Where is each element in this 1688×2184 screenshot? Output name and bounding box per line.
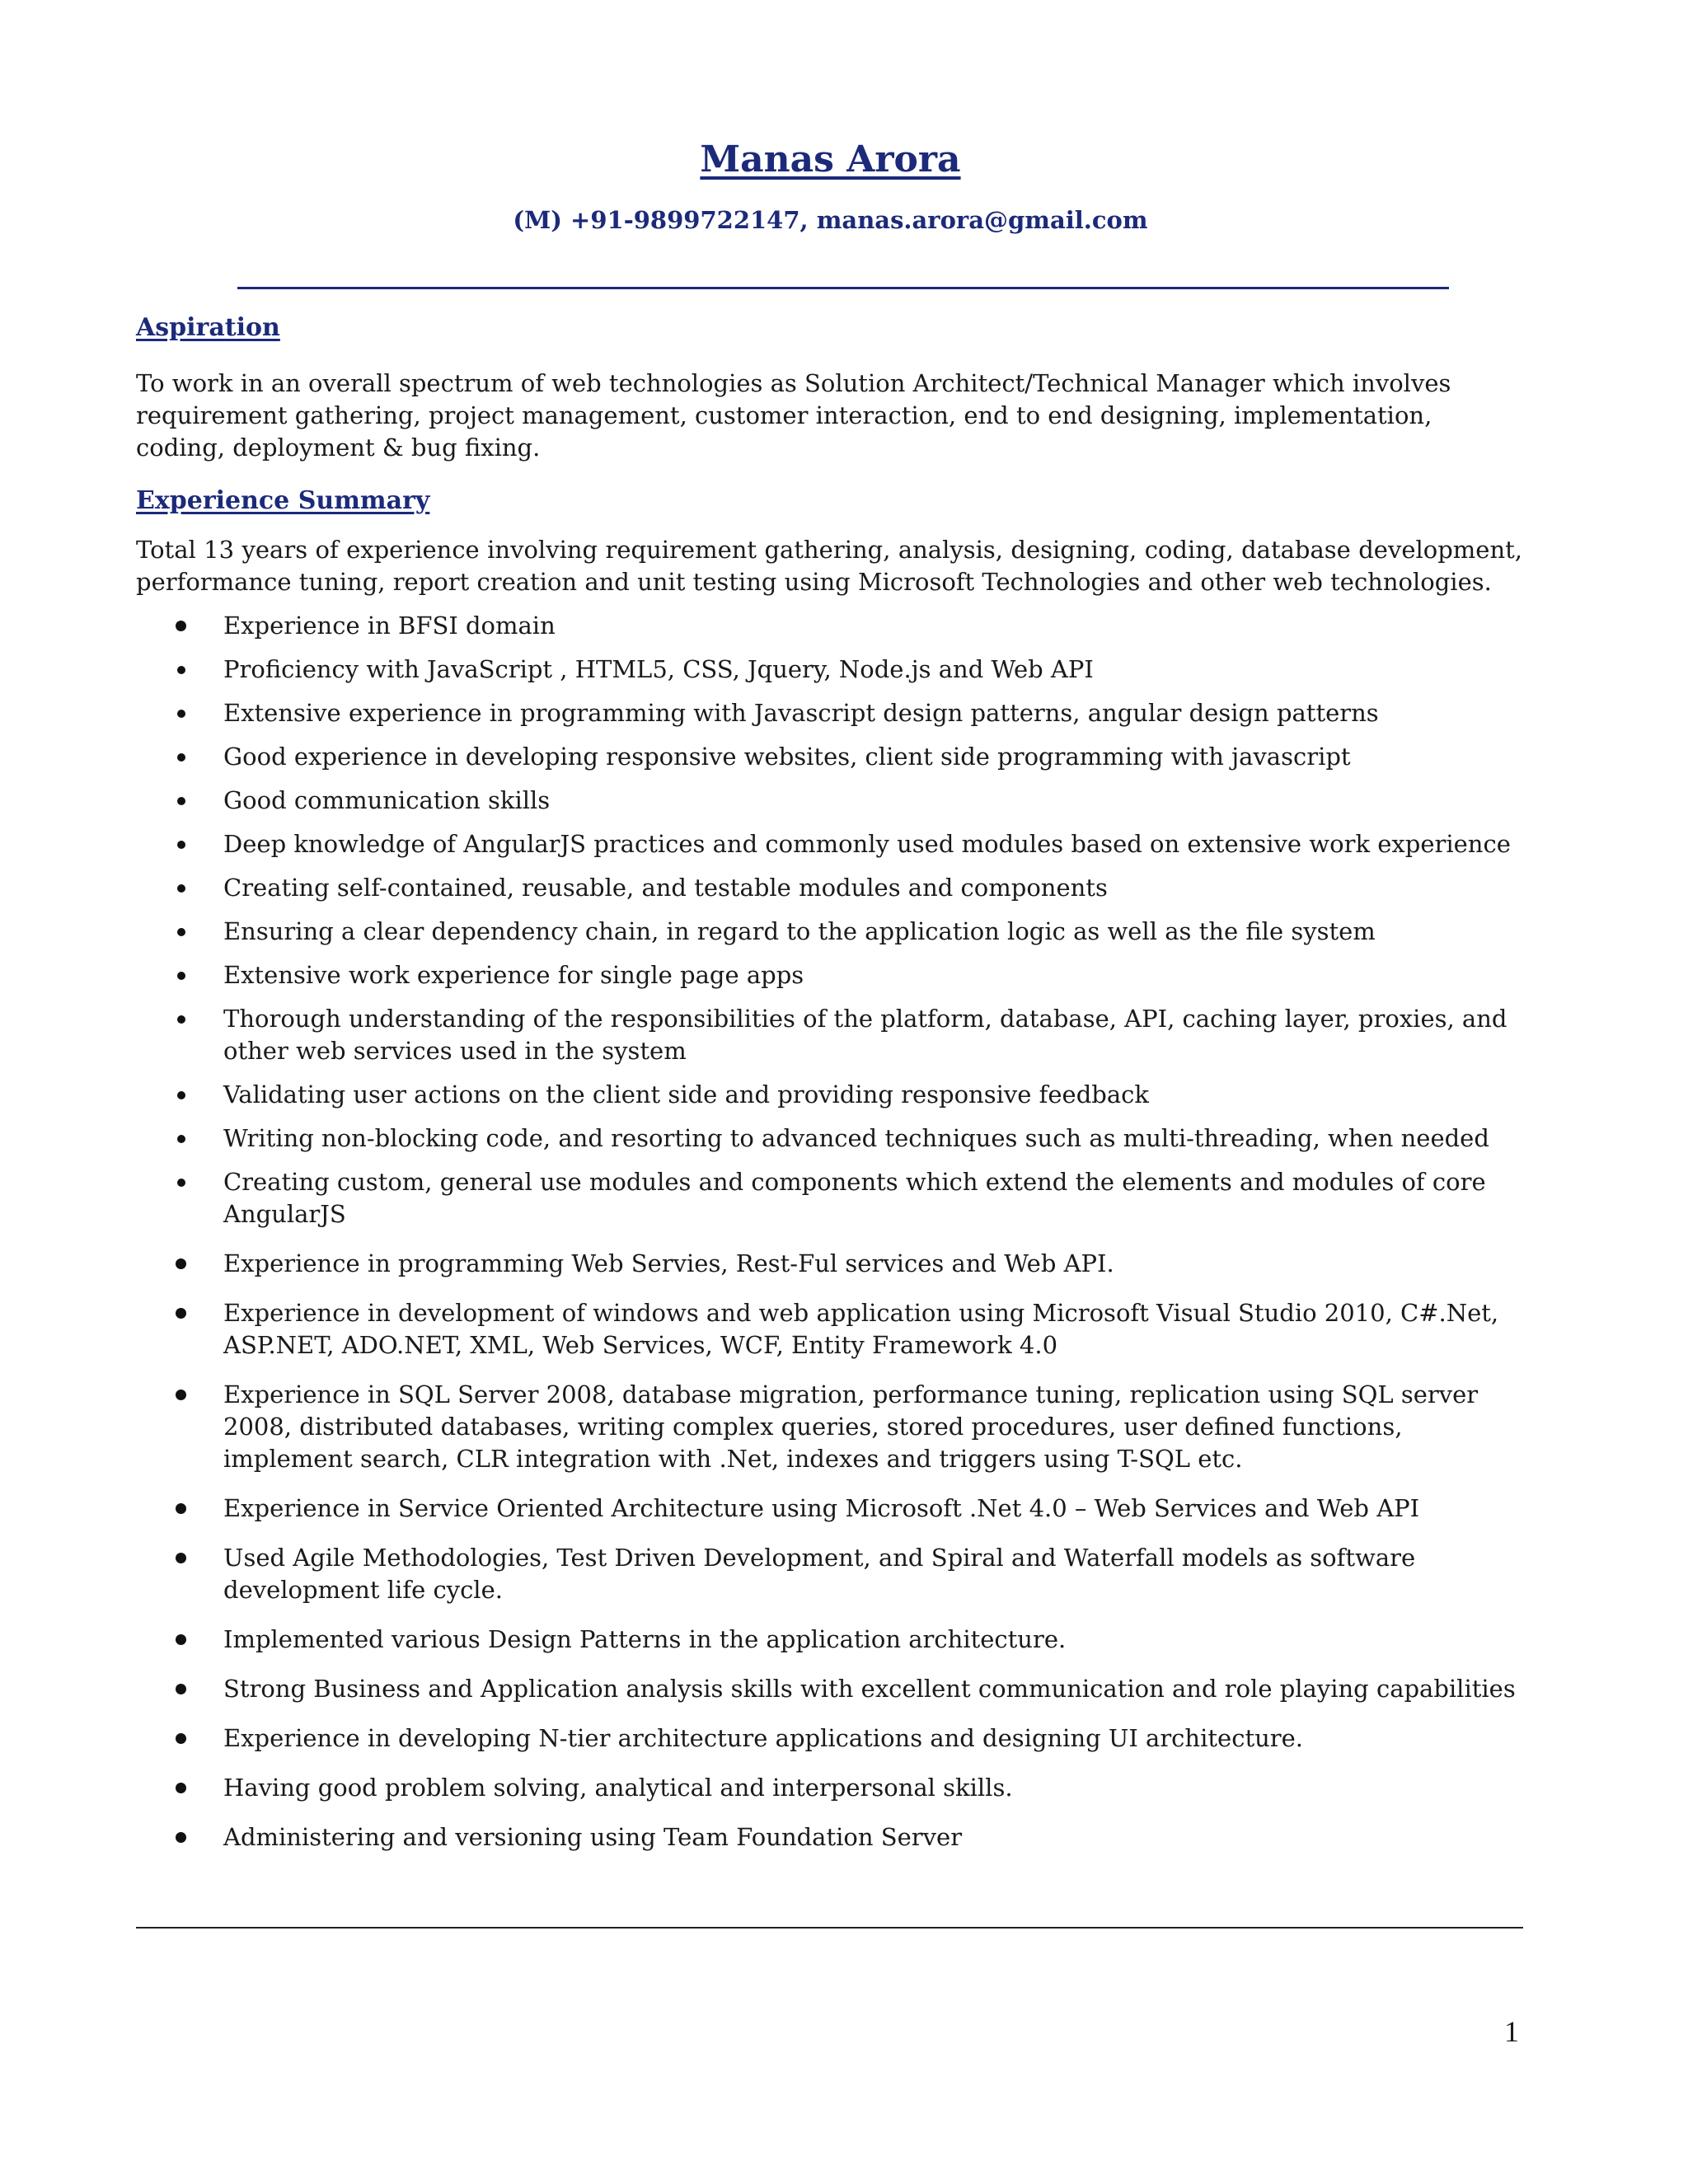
list-item: Writing non-blocking code, and resorting to advanced techniques such as multi-threading, when needed: [136, 1122, 1522, 1155]
bullet-icon: [177, 1015, 185, 1024]
list-item: Proficiency with JavaScript , HTML5, CSS, Jquery, Node.js and Web API: [136, 654, 1522, 686]
bullet-icon: [176, 1308, 186, 1319]
list-item: Validating user actions on the client side and providing responsive feedback: [136, 1079, 1522, 1111]
list-item: Good experience in developing responsive websites, client side programming with javascript: [136, 741, 1522, 773]
list-item: Creating custom, general use modules and components which extend the elements and modules of core AngularJS: [136, 1166, 1522, 1230]
bullet-icon: [177, 710, 185, 718]
aspiration-text: To work in an overall spectrum of web technologies as Solution Architect/Technical Manager which involves requirement gathering, project management, customer interaction, end to end designing, implementation, coding, deployment & bug fixing.: [136, 369, 1451, 462]
experience-summary-heading: Experience Summary: [136, 486, 430, 515]
list-item: Having good problem solving, analytical and interpersonal skills.: [136, 1772, 1522, 1804]
candidate-name: Manas Arora: [700, 138, 961, 180]
aspiration-heading: Aspiration: [136, 313, 280, 342]
list-item: Strong Business and Application analysis skills with excellent communication and role playing capabilities: [136, 1673, 1522, 1705]
list-item: Extensive experience in programming with Javascript design patterns, angular design patterns: [136, 697, 1522, 729]
experience-list: [136, 610, 1522, 1871]
bullet-icon: [177, 1091, 185, 1099]
experience-summary-intro: Total 13 years of experience involving requirement gathering, analysis, designing, coding, database development, performance tuning, report creation and unit testing using Microsoft Technologies and other web technologies.: [136, 536, 1522, 596]
list-item: Creating self-contained, reusable, and testable modules and components: [136, 872, 1522, 904]
list-item: Thorough understanding of the responsibilities of the platform, database, API, caching layer, proxies, and other web services used in the system: [136, 1003, 1522, 1067]
list-item: Experience in developing N-tier architecture applications and designing UI architecture.: [136, 1722, 1522, 1755]
list-item: Good communication skills: [136, 785, 1522, 817]
bullet-icon: [176, 1390, 186, 1400]
bullet-icon: [177, 666, 185, 674]
bullet-icon: [176, 1832, 186, 1843]
bullet-icon: [177, 841, 185, 849]
list-item: Experience in SQL Server 2008, database migration, performance tuning, replication using SQL server 2008, distributed databases, writing complex queries, stored procedures, user defined functions, implement search, CLR integration with .Net, indexes and triggers using T-SQL etc.: [136, 1379, 1522, 1475]
list-item: Experience in programming Web Servies, Rest-Ful services and Web API.: [136, 1248, 1522, 1280]
list-item: Extensive work experience for single page apps: [136, 959, 1522, 991]
contact-line: (M) +91-9899722147, manas.arora@gmail.com: [513, 206, 1148, 234]
bullet-icon: [177, 753, 185, 762]
header-divider: [237, 287, 1449, 289]
list-item: Administering and versioning using Team Foundation Server: [136, 1821, 1522, 1854]
bullet-icon: [177, 928, 185, 936]
list-item: Experience in Service Oriented Architecture using Microsoft .Net 4.0 – Web Services and Web API: [136, 1493, 1522, 1525]
bullet-icon: [176, 621, 186, 631]
list-item: Implemented various Design Patterns in the application architecture.: [136, 1624, 1522, 1656]
list-item: Ensuring a clear dependency chain, in regard to the application logic as well as the file system: [136, 916, 1522, 948]
bullet-icon: [176, 1553, 186, 1563]
bullet-icon: [177, 797, 185, 805]
bullet-icon: [176, 1684, 186, 1694]
bullet-icon: [177, 1179, 185, 1187]
bullet-icon: [176, 1634, 186, 1645]
footer-divider: [136, 1927, 1523, 1929]
bullet-icon: [176, 1733, 186, 1744]
page-number: 1: [1504, 2015, 1519, 2048]
list-item: Experience in BFSI domain: [136, 610, 1522, 642]
bullet-icon: [176, 1258, 186, 1269]
bullet-icon: [177, 1135, 185, 1143]
bullet-icon: [176, 1783, 186, 1793]
list-item: Experience in development of windows and web application using Microsoft Visual Studio 2010, C#.Net, ASP.NET, ADO.NET, XML, Web Services, WCF, Entity Framework 4.0: [136, 1297, 1522, 1361]
list-item: Deep knowledge of AngularJS practices and commonly used modules based on extensive work experience: [136, 828, 1522, 860]
list-item: Used Agile Methodologies, Test Driven Development, and Spiral and Waterfall models as software development life cycle.: [136, 1542, 1522, 1606]
bullet-icon: [176, 1503, 186, 1514]
bullet-icon: [177, 972, 185, 980]
bullet-icon: [177, 884, 185, 893]
